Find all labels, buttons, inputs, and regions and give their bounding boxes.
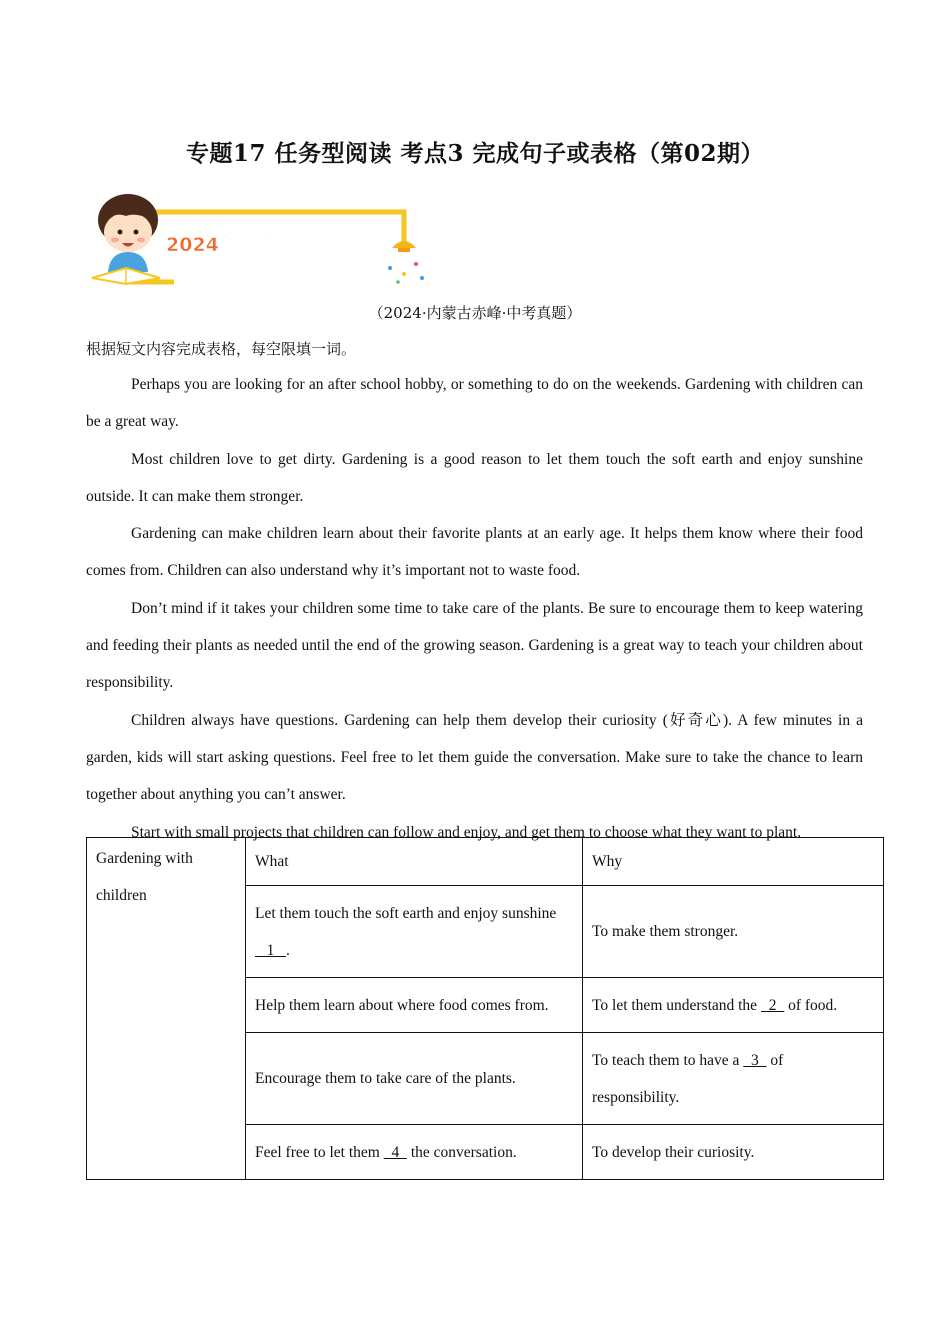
why-cell: To let them understand the 2 of food. <box>583 978 884 1033</box>
passage-paragraph: Don’t mind if it takes your children some time to take care of the plants. Be sure to encourage them to keep watering and feeding their plants as needed until the end of the growing season. Gardening is a great way to teach your children about responsibility. <box>86 599 863 692</box>
task-table <box>86 837 884 1180</box>
table-left-label: Gardening with children <box>87 838 246 1180</box>
instruction: 根据短文内容完成表格，每空限填一词。 <box>86 340 357 358</box>
passage-paragraph: Most children love to get dirty. Gardening is a good reason to let them touch the soft earth and enjoy sunshine outside. It can make them stronger. <box>86 450 863 505</box>
why-cell: To teach them to have a 3 of responsibility. <box>583 1033 884 1125</box>
question-source: （2024·内蒙古赤峰·中考真题） <box>368 304 582 322</box>
why-cell: To make them stronger. <box>583 886 884 978</box>
what-cell: Feel free to let them 4 the conversation. <box>246 1125 583 1180</box>
column-header-what: What <box>246 838 583 886</box>
passage-paragraph: Start with small projects that children can follow and enjoy, and get them to choose what they want to plant. <box>131 823 802 841</box>
answer-blank-3[interactable]: 3 <box>743 1051 767 1069</box>
passage-paragraph: Perhaps you are looking for an after school hobby, or something to do on the weekends. Gardening with children can be a great way. <box>86 376 863 431</box>
column-header-why: Why <box>583 838 884 886</box>
passage-paragraph: Gardening can make children learn about their favorite plants at an early age. It helps them know where their food comes from. Children can also understand why it’s important not to waste food. <box>86 525 863 580</box>
why-cell: To develop their curiosity. <box>583 1125 884 1180</box>
answer-blank-1[interactable]: 1 <box>255 941 286 959</box>
reading-passage <box>86 366 863 851</box>
answer-blank-2[interactable]: 2 <box>760 996 785 1014</box>
passage-paragraph: Children always have questions. Gardening can help them develop their curiosity (好奇心). A few minutes in a garden, kids will start asking questions. Feel free to let them guide the conversation. Make sure to take the chance to learn together about anything you can’t answer. <box>86 711 863 804</box>
answer-blank-4[interactable]: 4 <box>383 1143 407 1161</box>
banner-text: 2024年中考真题速递 <box>166 234 352 256</box>
what-cell: Encourage them to take care of the plants. <box>246 1033 583 1125</box>
page-title: 专题17 任务型阅读 考点3 完成句子或表格（第02期） <box>185 140 765 167</box>
what-cell: Let them touch the soft earth and enjoy sunshine 1 . <box>246 886 583 978</box>
banner-illustration <box>86 190 431 290</box>
what-cell: Help them learn about where food comes from. <box>246 978 583 1033</box>
